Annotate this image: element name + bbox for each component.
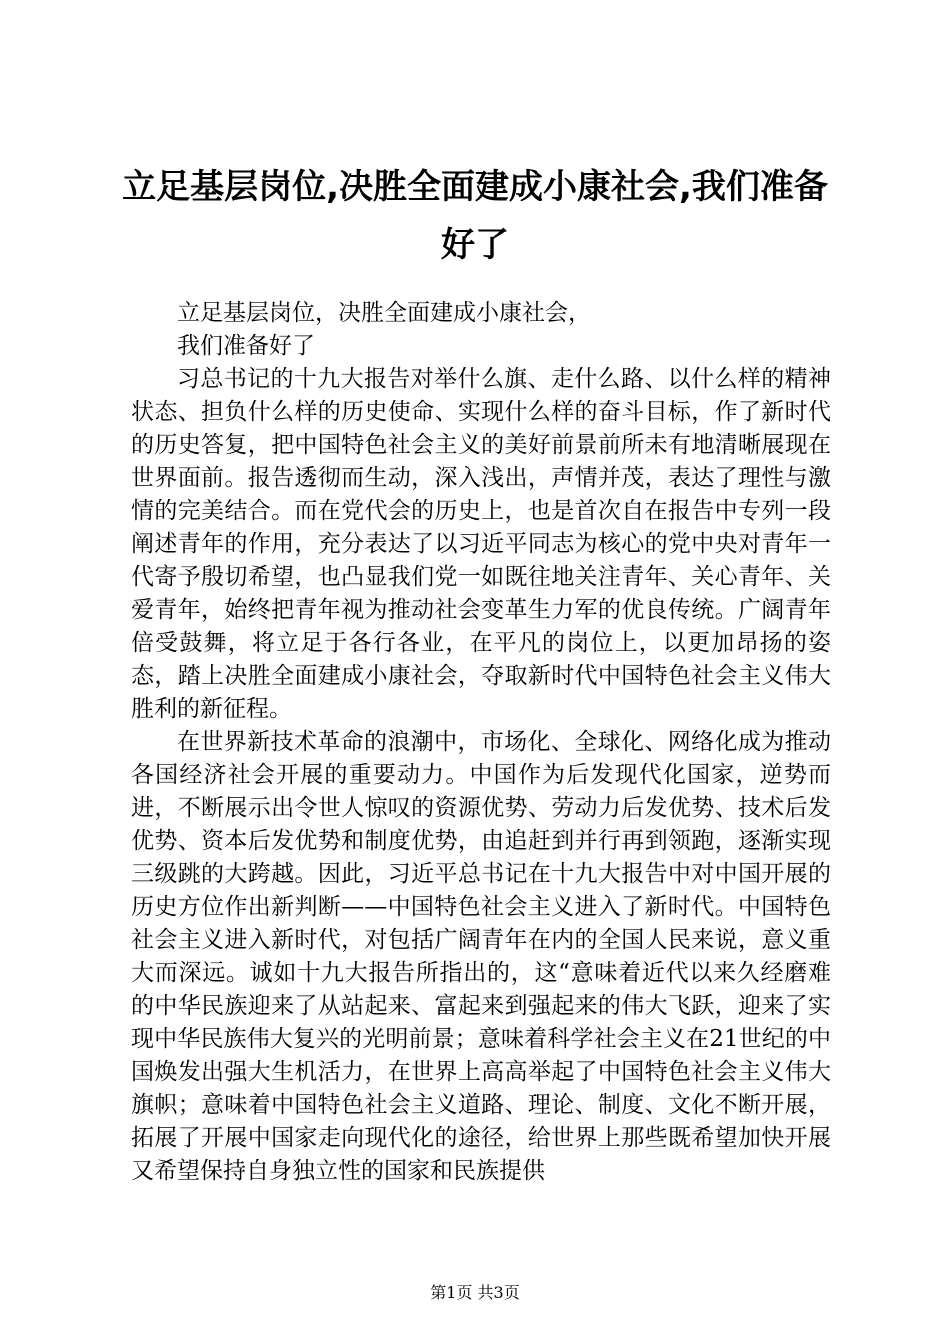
body-paragraph-1: 习总书记的十九大报告对举什么旗、走什么路、以什么样的精神状态、担负什么样的历史使命、实现什么样的奋斗目标，作了新时代的历史答复，把中国特色社会主义的美好前景前所未有地清晰展现在世界面前。报告透彻而生动，深入浅出，声情并茂，表达了理性与激情的完美结合。而在党代会的历史上，也是首次自在报告中专列一段阐述青年的作用，充分表达了以习近平同志为核心的党中央对青年一代寄予殷切希望，也凸显我们党一如既往地关注青年、关心青年、关爱青年，始终把青年视为推动社会变革生力军的优良传统。广阔青年倍受鼓舞，将立足于各行各业，在平凡的岗位上，以更加昂扬的姿态，踏上决胜全面建成小康社会，夺取新时代中国特色社会主义伟大胜利的新征程。 bbox=[131, 366, 831, 722]
body-paragraph-2: 在世界新技术革命的浪潮中，市场化、全球化、网络化成为推动各国经济社会开展的重要动力。中国作为后发现代化国家，逆势而进，不断展示出令世人惊叹的资源优势、劳动力后发优势、技术后发优势、资本后发优势和制度优势，由追赶到并行再到领跑，逐渐实现三级跳的大跨越。因此，习近平总书记在十九大报告中对中国开展的历史方位作出新判断——中国特色社会主义进入了新时代。中国特色社会主义进入新时代，对包括广阔青年在内的全国人民来说，意义重大而深远。诚如十九大报告所指出的，这“意味着近代以来久经磨难的中华民族迎来了从站起来、富起来到强起来的伟大飞跃，迎来了实现中华民族伟大复兴的光明前景；意味着科学社会主义在21世纪的中国焕发出强大生机活力，在世界上高高举起了中国特色社会主义伟大旗帜；意味着中国特色社会主义道路、理论、制度、文化不断开展，拓展了开展中国家走向现代化的途径，给世界上那些既希望加快开展又希望保持自身独立性的国家和民族提供 bbox=[131, 729, 831, 1184]
subtitle-line-1: 立足基层岗位，决胜全面建成小康社会， bbox=[177, 300, 591, 326]
subtitle-line-2: 我们准备好了 bbox=[177, 333, 315, 359]
document-title: 立足基层岗位,决胜全面建成小康社会,我们准备好了 bbox=[122, 167, 828, 265]
document-body bbox=[131, 297, 831, 1188]
page-footer: 第1页 共3页 bbox=[430, 1283, 520, 1302]
